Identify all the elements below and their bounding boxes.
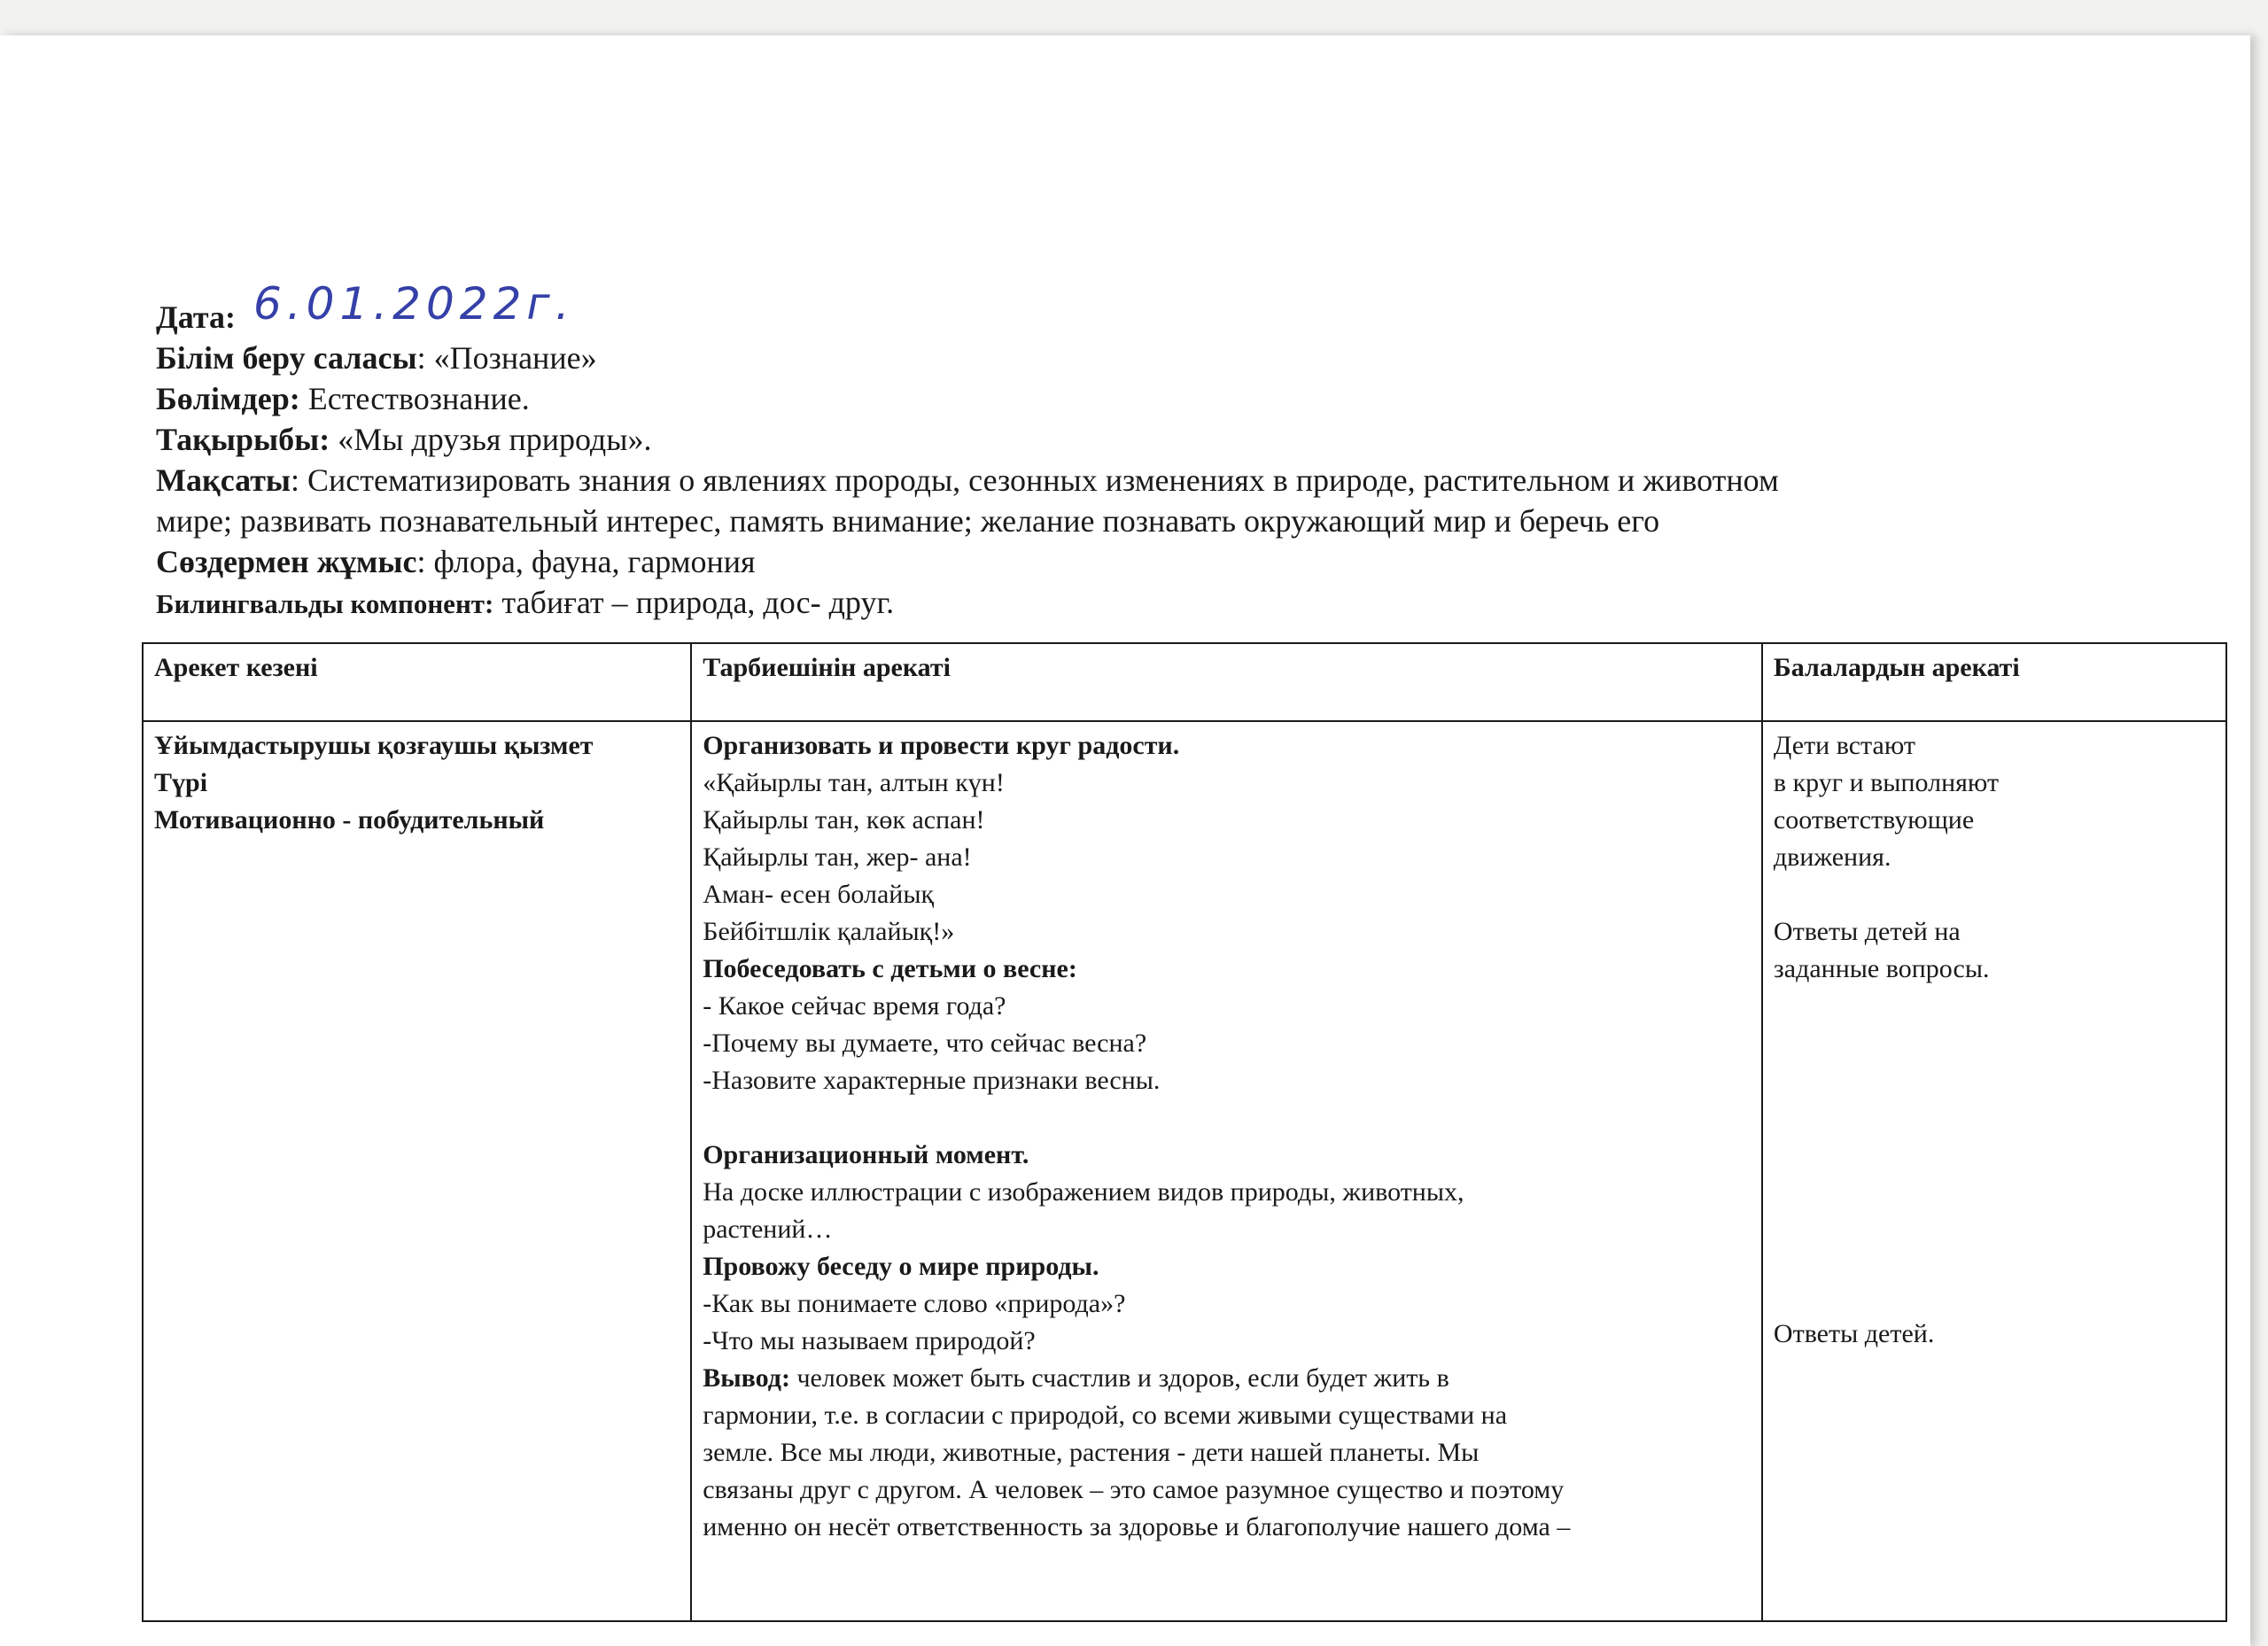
teacher-line: Қайырлы тан, көк аспан! bbox=[703, 805, 985, 835]
teacher-line: растений… bbox=[703, 1215, 833, 1244]
header-stage: Арекет кезенi bbox=[143, 643, 691, 721]
topic-label: Тақырыбы: bbox=[156, 422, 330, 457]
vocab-value: : флора, фауна, гармония bbox=[416, 544, 756, 579]
children-line: Ответы детей на bbox=[1773, 917, 1961, 946]
stage-line-2: Түрi bbox=[154, 768, 208, 797]
date-line bbox=[156, 278, 2194, 338]
stage-line-3: Мотивационно - побудительный bbox=[154, 805, 545, 835]
children-line: соответствующие bbox=[1773, 805, 1975, 835]
teacher-line: -Почему вы думаете, что сейчас весна? bbox=[703, 1029, 1147, 1058]
area-line bbox=[156, 338, 2194, 378]
date-label: Дата: bbox=[156, 299, 236, 335]
sections-line bbox=[156, 378, 2194, 419]
conclusion-text: человек может быть счастлив и здоров, если будет жить в bbox=[789, 1363, 1449, 1393]
children-line: заданные вопросы. bbox=[1773, 954, 1990, 983]
teacher-line: На доске иллюстрации с изображением видов природы, животных, bbox=[703, 1177, 1464, 1207]
teacher-line: земле. Все мы люди, животные, растения - дети нашей планеты. Мы bbox=[703, 1438, 1480, 1467]
topic-value: «Мы друзья природы». bbox=[330, 422, 652, 457]
table-row bbox=[143, 721, 2226, 1621]
teacher-cell bbox=[691, 721, 1762, 1621]
children-line: движения. bbox=[1773, 842, 1891, 872]
date-handwritten: 6.01.2022г. bbox=[252, 278, 575, 330]
children-line: Ответы детей. bbox=[1773, 1319, 1935, 1348]
teacher-line: Организовать и провести круг радости. bbox=[703, 731, 1180, 760]
stage-line-1: Ұйымдастырушы қозғаушы қызмет bbox=[154, 731, 594, 760]
teacher-line: гармонии, т.е. в согласии с природой, со всеми живыми существами на bbox=[703, 1401, 1508, 1430]
bilingual-line bbox=[156, 582, 2194, 625]
header-children: Балалардын арекатi bbox=[1762, 643, 2226, 721]
sections-value: Естествознание. bbox=[299, 381, 530, 416]
bilingual-value: табиғат – природа, дос- друг. bbox=[493, 585, 895, 620]
topic-line bbox=[156, 419, 2194, 460]
sections-label: Бөлімдер: bbox=[156, 381, 300, 416]
vocab-line bbox=[156, 541, 2194, 582]
teacher-line: -Что мы называем природой? bbox=[703, 1326, 1036, 1355]
teacher-line: именно он несёт ответственность за здоровье и благополучие нашего дома – bbox=[703, 1512, 1571, 1541]
teacher-line: Аман- есен болайық bbox=[703, 880, 935, 909]
teacher-line: -Как вы понимаете слово «природа»? bbox=[703, 1289, 1126, 1318]
teacher-line: Побеседовать с детьми о весне: bbox=[703, 954, 1077, 983]
vocab-label: Сөздермен жұмыс bbox=[156, 544, 417, 579]
goal-line-2 bbox=[156, 501, 2194, 541]
area-label: Білім беру саласы bbox=[156, 340, 417, 376]
spacer bbox=[1774, 876, 2215, 913]
stage-cell bbox=[143, 721, 691, 1621]
goal-value-2: мире; развивать познавательный интерес, память внимание; желание познавать окружающий мир и беречь его bbox=[156, 503, 1660, 539]
spacer bbox=[703, 1099, 1751, 1137]
area-value: : «Познание» bbox=[416, 340, 597, 376]
spacer bbox=[1774, 988, 2215, 1316]
teacher-line: Провожу беседу о мире природы. bbox=[703, 1252, 1099, 1281]
conclusion-line bbox=[703, 1360, 1751, 1397]
conclusion-label: Вывод: bbox=[703, 1363, 790, 1393]
teacher-line: связаны друг с другом. А человек – это самое разумное существо и поэтому bbox=[703, 1475, 1565, 1504]
lesson-header bbox=[156, 278, 2194, 625]
teacher-line: -Назовите характерные признаки весны. bbox=[703, 1066, 1161, 1095]
goal-label: Мақсаты bbox=[156, 462, 291, 498]
goal-line bbox=[156, 460, 2194, 501]
teacher-line: «Қайырлы тан, алтын күн! bbox=[703, 768, 1005, 797]
table-header-row bbox=[143, 643, 2226, 721]
teacher-line: - Какое сейчас время года? bbox=[703, 991, 1006, 1021]
teacher-line: Қайырлы тан, жер- ана! bbox=[703, 842, 972, 872]
lesson-table bbox=[142, 642, 2227, 1622]
document-page bbox=[0, 35, 2250, 1646]
teacher-line: Организационный момент. bbox=[703, 1140, 1029, 1169]
goal-value-1: : Систематизировать знания о явлениях пророды, сезонных изменениях в природе, растительном и животном bbox=[291, 462, 1779, 498]
header-teacher: Тарбиешiнiн арекатi bbox=[691, 643, 1762, 721]
children-cell bbox=[1762, 721, 2226, 1621]
teacher-line: Бейбiтшлiк қалайық!» bbox=[703, 917, 955, 946]
children-line: Дети встают bbox=[1773, 731, 1915, 760]
bilingual-label: Билингвальды компонент: bbox=[156, 588, 494, 619]
children-line: в круг и выполняют bbox=[1773, 768, 2000, 797]
